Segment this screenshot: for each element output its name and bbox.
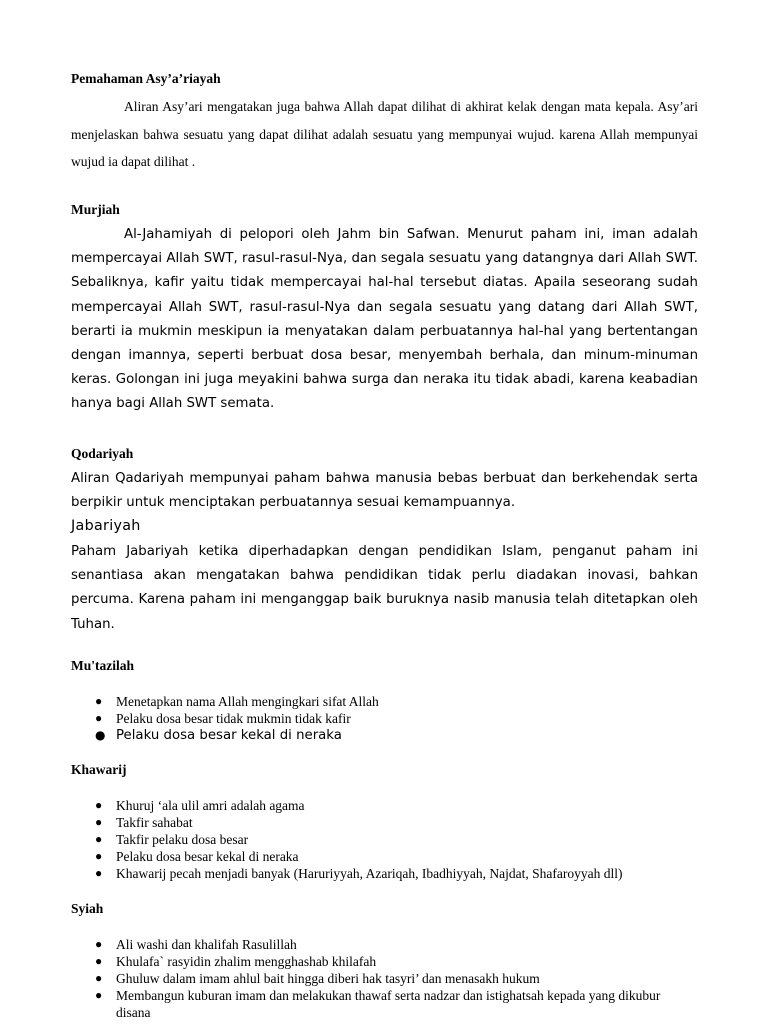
bullet-icon: ●: [95, 954, 103, 968]
heading-jabariyah: Jabariyah: [71, 518, 141, 534]
bullet-icon: ●: [95, 849, 103, 863]
list-khawarij: [71, 797, 622, 882]
heading-asyariyah: Pemahaman Asy’a’riayah: [71, 71, 221, 86]
list-syiah: [71, 936, 698, 1021]
bullet-icon: ●: [95, 694, 103, 708]
heading-khawarij: Khawarij: [71, 762, 127, 777]
list-item: ● Pelaku dosa besar kekal di neraka: [95, 849, 299, 864]
heading-murjiah: Murjiah: [71, 202, 120, 217]
list-item: ● Membangun kuburan imam dan melakukan thawaf serta nadzar dan istighatsah kepada yang dikubur disana: [95, 988, 661, 1020]
bullet-icon: ●: [95, 832, 103, 846]
list-item: ● Khulafa` rasyidin zhalim mengghashab khilafah: [95, 954, 377, 969]
bullet-icon: ●: [95, 937, 103, 951]
list-item: ● Takfir sahabat: [95, 815, 193, 830]
bullet-icon: ●: [95, 866, 103, 880]
bullet-icon: ●: [95, 728, 106, 742]
bullet-icon: ●: [95, 815, 103, 829]
bullet-icon: ●: [95, 971, 103, 985]
paragraph-asyariyah: Aliran Asy’ari mengatakan juga bahwa Allah dapat dilihat di akhirat kelak dengan mata kepala. Asy’ari menjelaskan bahwa sesuatu yang dapat dilihat adalah sesuatu yang mempunyai wujud. karena Allah mempunyai wujud ia dapat dilihat .: [71, 99, 698, 169]
list-item: ● Ali washi dan khalifah Rasulillah: [95, 937, 297, 952]
heading-syiah: Syiah: [71, 901, 104, 916]
list-mutazilah: [71, 693, 379, 744]
list-item: ● Khuruj ‘ala ulil amri adalah agama: [95, 798, 305, 813]
bullet-icon: ●: [95, 711, 103, 725]
bullet-icon: ●: [95, 798, 103, 812]
paragraph-qodariyah: Aliran Qadariyah mempunyai paham bahwa manusia bebas berbuat dan berkehendak serta berpikir untuk menciptakan perbuatannya sesuai kemampuannya.: [71, 471, 698, 511]
bullet-icon: ●: [95, 988, 103, 1002]
list-item: ● Menetapkan nama Allah mengingkari sifat Allah: [95, 694, 379, 709]
list-item: ● Pelaku dosa besar kekal di neraka: [95, 728, 342, 743]
heading-qodariyah: Qodariyah: [71, 446, 134, 461]
list-item: ● Ghuluw dalam imam ahlul bait hingga diberi hak tasyri’ dan menasakh hukum: [95, 971, 540, 986]
list-item: ● Takfir pelaku dosa besar: [95, 832, 249, 847]
list-item: ● Pelaku dosa besar tidak mukmin tidak kafir: [95, 711, 351, 726]
paragraph-jabariyah: Paham Jabariyah ketika diperhadapkan dengan pendidikan Islam, penganut paham ini senantiasa akan mengatakan bahwa pendidikan tidak perlu diadakan inovasi, bahkan percuma. Karena paham ini menganggap baik buruknya nasib manusia telah ditetapkan oleh Tuhan.: [71, 544, 698, 632]
list-item: ● Khawarij pecah menjadi banyak (Haruriyyah, Azariqah, Ibadhiyyah, Najdat, Shafaroyyah dll): [95, 866, 623, 881]
paragraph-murjiah: Al-Jahamiyah di pelopori oleh Jahm bin Safwan. Menurut paham ini, iman adalah mempercayai Allah SWT, rasul-rasul-Nya, dan segala sesuatu yang datangnya dari Allah SWT. Sebaliknya, kafir yaitu tidak mempercayai hal-hal tersebut diatas. Apaila seseorang sudah mempercayai Allah SWT, rasul-rasul-Nya dan segala sesuatu yang datang dari Allah SWT, berarti ia mukmin meskipun ia menyatakan dalam perbuatannya hal-hal yang bertentangan dengan imannya, seperti berbuat dosa besar, menyembah berhala, dan minum-minuman keras. Golongan ini juga meyakini bahwa surga dan neraka itu tidak abadi, karena keabadian hanya bagi Allah SWT semata.: [71, 227, 698, 412]
heading-mutazilah: Mu'tazilah: [71, 658, 134, 673]
